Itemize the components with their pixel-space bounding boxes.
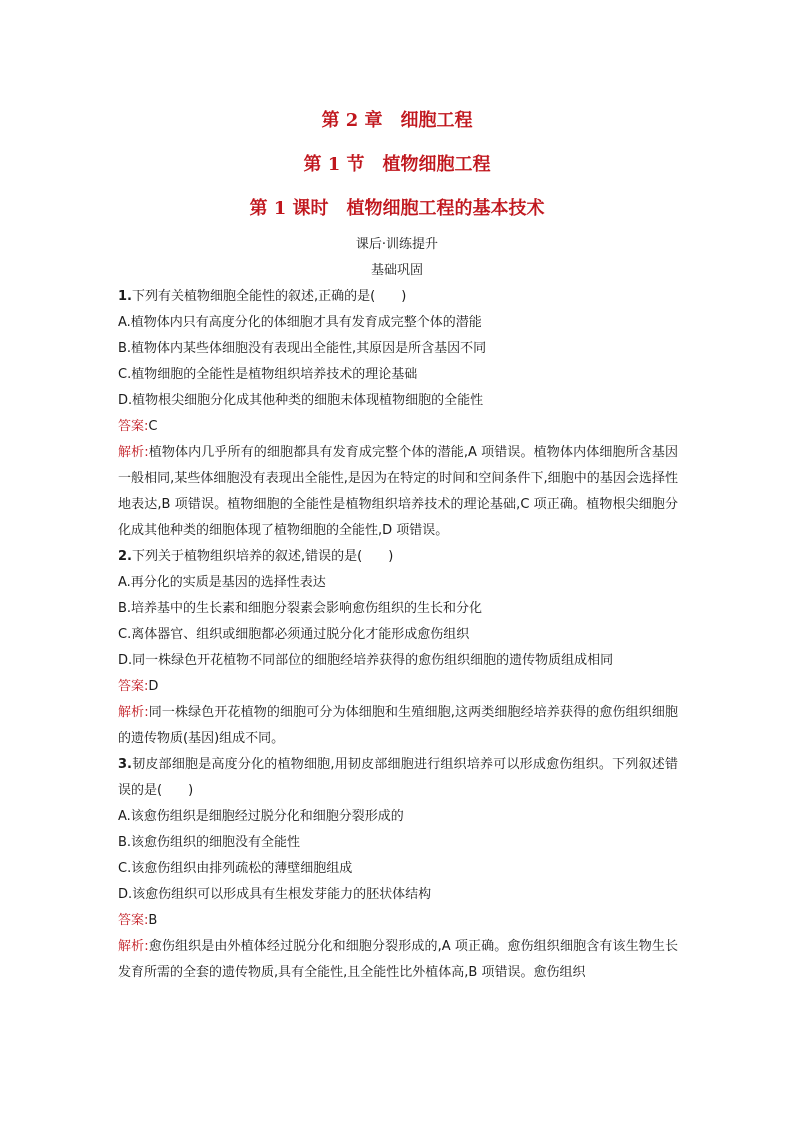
answer-label: 答案: [118,679,149,694]
analysis-text: 同一株绿色开花植物的细胞可分为体细胞和生殖细胞,这两类细胞经培养获得的愈伤组织细胞的遗传物质(基因)组成不同。 [118,705,678,746]
option-a: A.再分化的实质是基因的选择性表达 [118,575,326,590]
option-b: B.该愈伤组织的细胞没有全能性 [118,835,301,850]
answer-label: 答案: [118,419,149,434]
question-stem: 1.下列有关植物细胞全能性的叙述,正确的是( ) [118,289,407,304]
answer-line [118,674,678,700]
option-d: D.该愈伤组织可以形成具有生根发芽能力的胚状体结构 [118,887,432,902]
practice-subtitle: 课后·训练提升 [355,237,439,252]
analysis-paragraph [118,700,678,752]
question-number: 2. [118,549,132,564]
analysis-text: 愈伤组织是由外植体经过脱分化和细胞分裂形成的,A 项正确。愈伤组织细胞含有该生物生长发育所需的全套的遗传物质,具有全能性,且全能性比外植体高,B 项错误。愈伤组织 [118,939,678,980]
analysis-label: 解析: [118,939,149,954]
question-number: 1. [118,289,132,304]
option-c: C.植物细胞的全能性是植物组织培养技术的理论基础 [118,367,418,382]
answer-label: 答案: [118,913,149,928]
question-stem: 2.下列关于植物组织培养的叙述,错误的是( ) [118,549,394,564]
question-list [118,284,678,986]
section-title: 第 1 节 植物细胞工程 [303,154,491,175]
analysis-label: 解析: [118,705,149,720]
option-a: A.植物体内只有高度分化的体细胞才具有发育成完整个体的潜能 [118,315,482,330]
answer-value: B [148,913,158,928]
option-c: C.离体器官、组织或细胞都必须通过脱分化才能形成愈伤组织 [118,627,470,642]
option-a: A.该愈伤组织是细胞经过脱分化和细胞分裂形成的 [118,809,404,824]
analysis-paragraph [118,440,678,544]
answer-value: D [148,679,159,694]
analysis-text: 植物体内几乎所有的细胞都具有发育成完整个体的潜能,A 项错误。植物体内体细胞所含基因一般相同,某些体细胞没有表现出全能性,是因为在特定的时间和空间条件下,细胞中的基因会选择性地表达,B 项错误。植物细胞的全能性是植物组织培养技术的理论基础,C 项正确。植物根尖细胞分化成其他种类的细胞体现了植物细胞的全能性,D 项错误。 [118,445,678,538]
option-d: D.同一株绿色开花植物不同部位的细胞经培养获得的愈伤组织细胞的遗传物质组成相同 [118,653,614,668]
chapter-title: 第 2 章 细胞工程 [321,110,473,131]
lesson-title: 第 1 课时 植物细胞工程的基本技术 [249,198,545,219]
question-stem: 3.韧皮部细胞是高度分化的植物细胞,用韧皮部细胞进行组织培养可以形成愈伤组织。下列叙述错误的是( ) [118,757,678,798]
option-b: B.培养基中的生长素和细胞分裂素会影响愈伤组织的生长和分化 [118,601,483,616]
answer-value: C [148,419,158,434]
question-number: 3. [118,757,132,772]
analysis-paragraph [118,934,678,986]
option-c: C.该愈伤组织由排列疏松的薄壁细胞组成 [118,861,353,876]
level-heading: 基础巩固 [370,263,423,278]
option-b: B.植物体内某些体细胞没有表现出全能性,其原因是所含基因不同 [118,341,487,356]
option-d: D.植物根尖细胞分化成其他种类的细胞未体现植物细胞的全能性 [118,393,484,408]
answer-line [118,414,678,440]
analysis-label: 解析: [118,445,149,460]
answer-line [118,908,678,934]
